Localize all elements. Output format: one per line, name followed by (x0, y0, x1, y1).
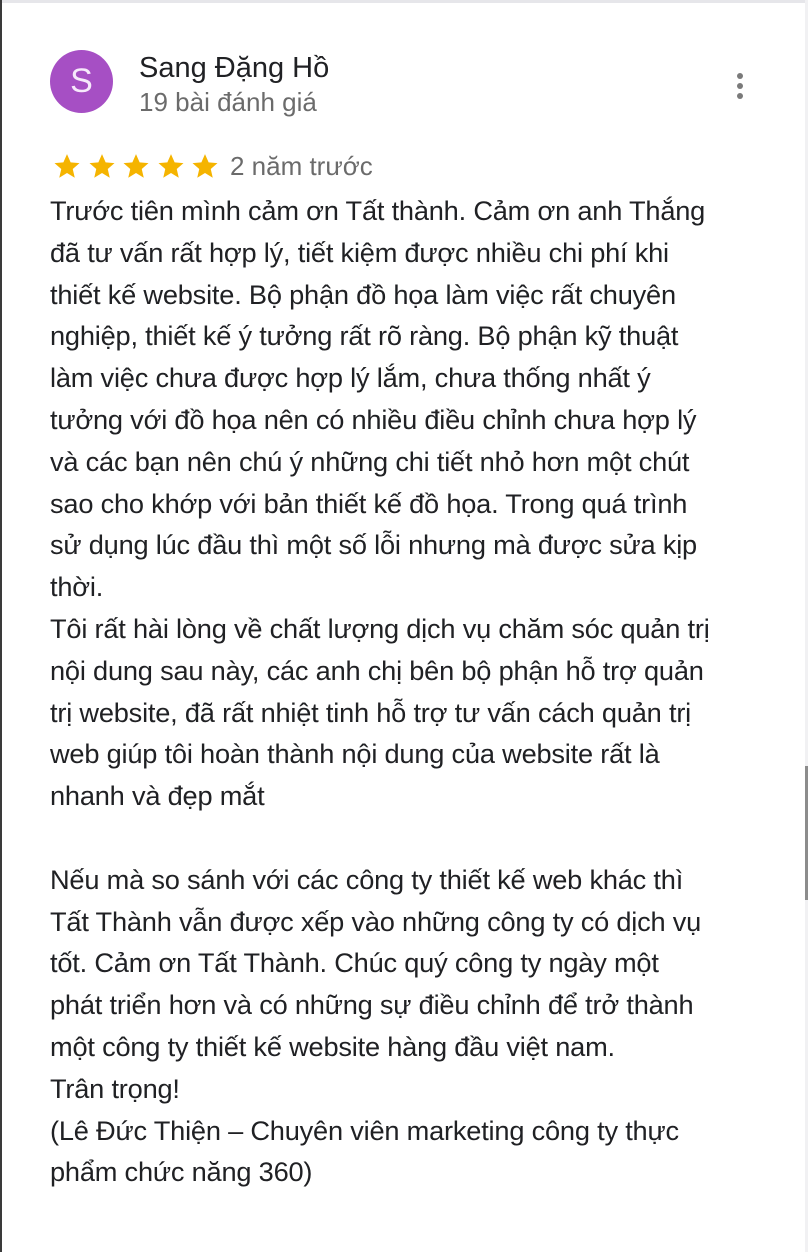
review-text-line: phát triển hơn và có những sự điều chỉnh để trở thành (50, 989, 694, 1021)
star-icon (156, 151, 186, 181)
review-text-line: và các bạn nên chú ý những chi tiết nhỏ hơn một chút (50, 445, 690, 477)
more-vert-icon (737, 73, 743, 79)
review-text-line: Tôi rất hài lòng về chất lượng dịch vụ chăm sóc quản trị (50, 612, 710, 644)
review-text-line: Trân trọng! (50, 1072, 180, 1104)
review-text-line: nội dung sau này, các anh chị bên bộ phận hỗ trợ quản (50, 654, 704, 686)
star-icon (52, 151, 82, 181)
review-time: 2 năm trước (229, 151, 373, 181)
review-text-line: tốt. Cảm ơn Tất Thành. Chúc quý công ty ngày một (50, 947, 659, 979)
review-text-line: Nếu mà so sánh với các công ty thiết kế web khác thì (50, 863, 684, 895)
review-text-line: sử dụng lúc đầu thì một số lỗi nhưng mà được sửa kịp (50, 529, 697, 561)
star-icon (190, 151, 220, 181)
review-text-line: tưởng với đồ họa nên có nhiều điều chỉnh chưa hợp lý (50, 403, 697, 435)
review-text-line: làm việc chưa được hợp lý lắm, chưa thống nhất ý (50, 362, 651, 394)
avatar[interactable] (50, 50, 113, 113)
avatar-initial: S (70, 62, 93, 100)
review-text (50, 190, 770, 1193)
review-text-line: phẩm chức năng 360) (50, 1156, 313, 1188)
review-text-line: trị website, đã rất nhiệt tinh hỗ trợ tư vấn cách quản trị (50, 696, 692, 728)
review-text-line: sao cho khớp với bản thiết kế đồ họa. Trong quá trình (50, 487, 688, 519)
review-text-line: đã tư vấn rất hợp lý, tiết kiệm được nhiều chi phí khi (50, 236, 669, 268)
window-left-border (0, 0, 2, 1252)
author-review-count[interactable]: 19 bài đánh giá (139, 87, 317, 117)
review-text-line: web giúp tôi hoàn thành nội dung của website rất là (50, 738, 660, 770)
review-text-line: nhanh và đẹp mắt (50, 780, 265, 812)
more-vert-icon-dot (737, 93, 743, 99)
review-text-line: Tất Thành vẫn được xếp vào những công ty có dịch vụ (50, 905, 702, 937)
review-text-line: thời. (50, 571, 104, 603)
star-icon (121, 151, 151, 181)
author-name[interactable]: Sang Đặng Hồ (139, 52, 330, 84)
window-top-border (0, 0, 808, 3)
review-text-line: Trước tiên mình cảm ơn Tất thành. Cảm ơn anh Thắng (50, 195, 706, 226)
review-text-line: một công ty thiết kế website hàng đầu việt nam. (50, 1030, 615, 1062)
star-rating (52, 148, 373, 184)
star-icon (87, 151, 117, 181)
stars-container (52, 151, 225, 181)
more-options-button[interactable] (728, 68, 752, 104)
paragraph-gap (50, 817, 770, 859)
more-vert-icon-dot (737, 83, 743, 89)
review-text-line: thiết kế website. Bộ phận đồ họa làm việc rất chuyên (50, 278, 676, 310)
review-text-line: (Lê Đức Thiện – Chuyên viên marketing công ty thực (50, 1114, 679, 1146)
review-text-line: nghiệp, thiết kế ý tưởng rất rõ ràng. Bộ phận kỹ thuật (50, 320, 679, 352)
